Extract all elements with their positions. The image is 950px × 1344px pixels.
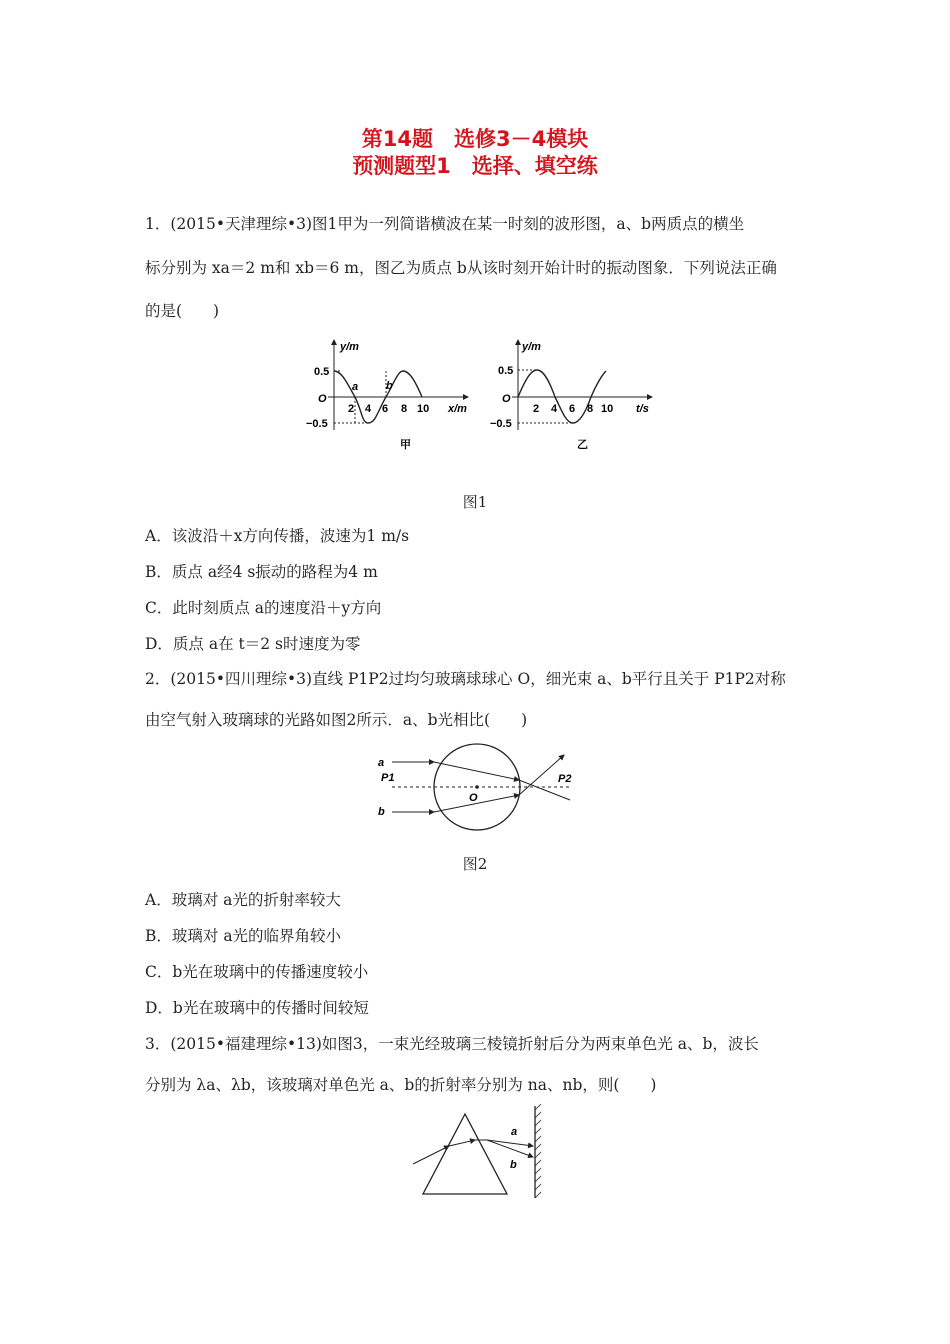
q1-option-b: B．质点 a经4 s振动的路程为4 m bbox=[145, 563, 378, 581]
q1-option-d: D．质点 a在 t＝2 s时速度为零 bbox=[145, 635, 361, 653]
figure-1-yi bbox=[482, 335, 662, 455]
yi-tick: 10 bbox=[601, 403, 614, 415]
yi-origin: O bbox=[502, 393, 511, 405]
q2-line-2: 由空气射入玻璃球的光路如图2所示．a、b光相比( ) bbox=[145, 711, 528, 729]
jia-tick: 8 bbox=[401, 403, 408, 415]
q2-option-d: D．b光在玻璃中的传播时间较短 bbox=[145, 999, 369, 1017]
fig2-label-p2: P2 bbox=[558, 773, 572, 785]
jia-label: 甲 bbox=[400, 439, 411, 451]
yi-tick: 4 bbox=[551, 403, 558, 415]
fig2-label-o: O bbox=[469, 792, 478, 804]
jia-point-b: b bbox=[386, 380, 393, 392]
jia-xlabel: x/m bbox=[448, 403, 467, 415]
jia-tick: 6 bbox=[382, 403, 389, 415]
q2-line-1: 2．(2015•四川理综•3)直线 P1P2过均匀玻璃球球心 O，细光束 a、b平行且关于 P1P2对称 bbox=[145, 670, 786, 688]
title-line-2: 预测题型1 选择、填空练 bbox=[352, 154, 598, 178]
q1-line-1: 1．(2015•天津理综•3)图1甲为一列简谐横波在某一时刻的波形图，a、b两质点的横坐 bbox=[145, 215, 745, 233]
yi-label: 乙 bbox=[577, 439, 588, 451]
q2-option-a: A．玻璃对 a光的折射率较大 bbox=[145, 891, 341, 909]
figure-1-jia bbox=[298, 335, 478, 455]
jia-y-neg: −0.5 bbox=[306, 418, 328, 430]
figure-2 bbox=[370, 735, 590, 835]
q3-line-1: 3．(2015•福建理综•13)如图3，一束光经玻璃三棱镜折射后分为两束单色光 a、b，波长 bbox=[145, 1035, 759, 1053]
yi-y-neg: −0.5 bbox=[490, 418, 512, 430]
q1-line-3: 的是( ) bbox=[145, 302, 220, 320]
yi-y-pos: 0.5 bbox=[498, 365, 514, 377]
yi-tick: 2 bbox=[533, 403, 540, 415]
yi-tick: 6 bbox=[569, 403, 576, 415]
q2-option-c: C．b光在玻璃中的传播速度较小 bbox=[145, 963, 369, 981]
fig2-label-b: b bbox=[378, 806, 385, 818]
q3-line-2: 分别为 λa、λb，该玻璃对单色光 a、b的折射率分别为 na、nb，则( ) bbox=[145, 1076, 657, 1094]
yi-tick: 8 bbox=[587, 403, 594, 415]
q1-line-2: 标分别为 xa＝2 m和 xb＝6 m，图乙为质点 b从该时刻开始计时的振动图象．下列说法正确 bbox=[145, 259, 777, 277]
title-line-1: 第14题 选修3－4模块 bbox=[361, 127, 589, 151]
q2-option-b: B．玻璃对 a光的临界角较小 bbox=[145, 927, 342, 945]
figure-3 bbox=[405, 1102, 565, 1202]
yi-xlabel: t/s bbox=[636, 403, 649, 415]
figure-2-caption: 图2 bbox=[462, 855, 488, 873]
jia-y-pos: 0.5 bbox=[314, 366, 330, 378]
yi-ylabel: y/m bbox=[522, 341, 541, 353]
fig3-label-b: b bbox=[510, 1159, 517, 1171]
fig2-label-a: a bbox=[378, 757, 385, 769]
jia-tick: 10 bbox=[417, 403, 430, 415]
jia-point-a: a bbox=[352, 381, 359, 393]
fig3-label-a: a bbox=[511, 1126, 518, 1138]
q1-option-a: A．该波沿＋x方向传播，波速为1 m/s bbox=[145, 527, 410, 545]
jia-origin: O bbox=[318, 393, 327, 405]
jia-tick: 4 bbox=[365, 403, 372, 415]
q1-option-c: C．此时刻质点 a的速度沿＋y方向 bbox=[145, 599, 382, 617]
fig2-label-p1: P1 bbox=[381, 772, 395, 784]
figure-1-caption: 图1 bbox=[462, 493, 488, 511]
jia-ylabel: y/m bbox=[340, 341, 359, 353]
jia-tick: 2 bbox=[348, 403, 355, 415]
